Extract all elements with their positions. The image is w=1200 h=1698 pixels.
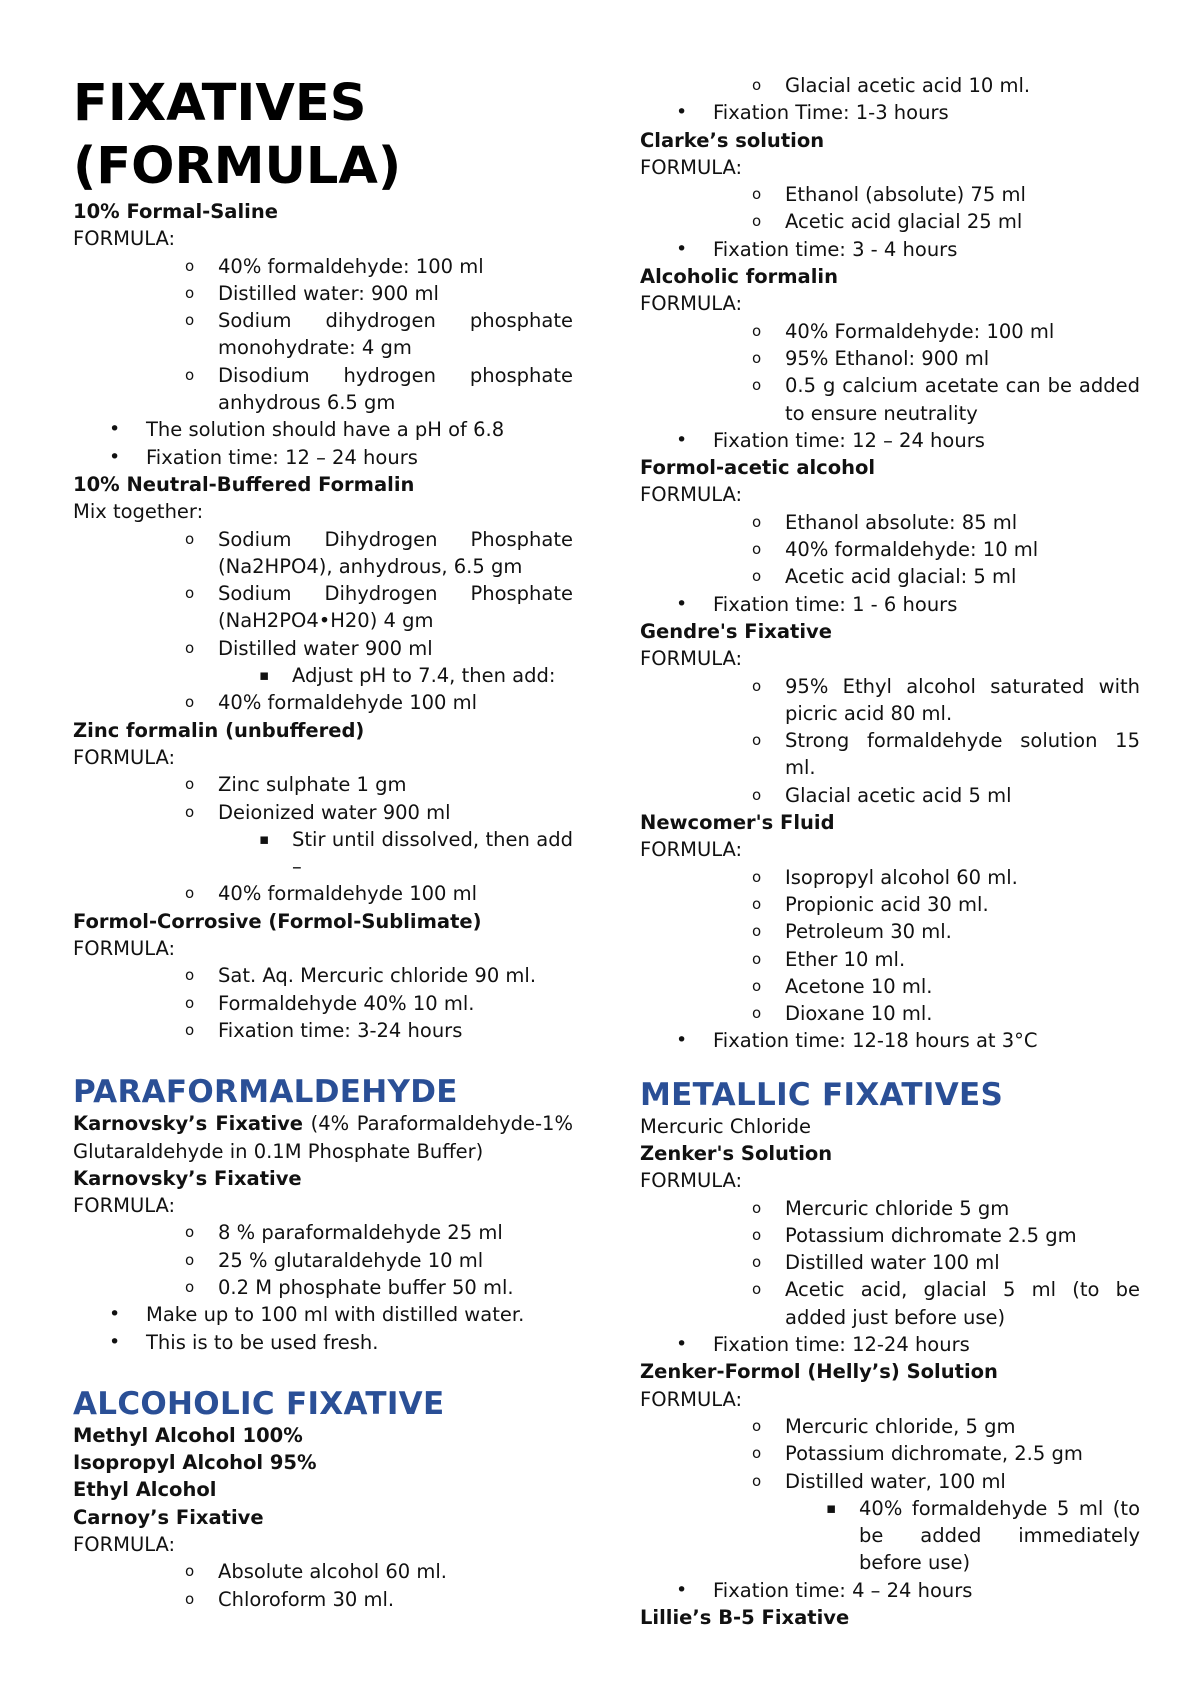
carnoy-ingredients-continued (640, 72, 1140, 127)
bullet-item: • Fixation Time: 1-3 hours (713, 99, 1140, 126)
list-item: o 40% formaldehyde: 10 ml (785, 536, 1140, 563)
list-item: o 95% Ethyl alcohol saturated with picric acid 80 ml. (785, 673, 1140, 728)
alcohol-name: Ethyl Alcohol (73, 1478, 217, 1502)
list-item: o Chloroform 30 ml. (218, 1586, 573, 1613)
formula-label: FORMULA: (73, 745, 176, 769)
list-item: o 25 % glutaraldehyde 10 ml (218, 1247, 573, 1274)
list-item: o Disodium hydrogen phosphate anhydrous 6.5 gm (218, 362, 573, 417)
bullet-item: • This is to be used fresh. (146, 1329, 573, 1356)
list-item: o Glacial acetic acid 5 ml (785, 782, 1140, 809)
list-item: o Distilled water 100 ml (785, 1249, 1140, 1276)
heading-zenker: Zenker's Solution (640, 1141, 833, 1165)
list-item: o Mercuric chloride 5 gm (785, 1195, 1140, 1222)
formula-label: FORMULA: (640, 1169, 743, 1193)
sub-item: ▪ Stir until dissolved, then add – (292, 826, 573, 881)
list-item: o 40% formaldehyde: 100 ml (218, 253, 573, 280)
formula-label: FORMULA: (73, 1194, 176, 1218)
heading-gendre: Gendre's Fixative (640, 619, 832, 643)
heading-formol-acetic: Formol-acetic alcohol (640, 456, 876, 480)
list-item: o Zinc sulphate 1 gm (218, 771, 573, 798)
section-title-paraformaldehyde: PARAFORMALDEHYDE (73, 1074, 458, 1111)
heading-karnovsky: Karnovsky’s Fixative (73, 1166, 302, 1190)
heading-nbf: 10% Neutral-Buffered Formalin (73, 472, 415, 496)
list-item: o 40% Formaldehyde: 100 ml (785, 318, 1140, 345)
formula-label: FORMULA: (640, 483, 743, 507)
list-item: o Sodium Dihydrogen Phosphate (NaH2PO4•H20) 4 gm (218, 580, 573, 635)
bullet-item: • Fixation time: 1 - 6 hours (713, 591, 1140, 618)
right-column (640, 72, 1140, 1631)
formula-label: FORMULA: (73, 227, 176, 251)
list-item: o Petroleum 30 ml. (785, 918, 1140, 945)
bullet-item: • Fixation time: 4 – 24 hours (713, 1577, 1140, 1604)
formula-label: FORMULA: (640, 838, 743, 862)
list-item: o Acetic acid glacial 25 ml (785, 208, 1140, 235)
list-item: o Potassium dichromate 2.5 gm (785, 1222, 1140, 1249)
heading-carnoy: Carnoy’s Fixative (73, 1505, 264, 1529)
heading-lillie: Lillie’s B-5 Fixative (640, 1606, 850, 1630)
list-item: o Isopropyl alcohol 60 ml. (785, 864, 1140, 891)
left-column (73, 72, 573, 1613)
zenker-formol-ingredients (640, 1413, 1140, 1604)
heading-newcomer: Newcomer's Fluid (640, 811, 835, 835)
list-item: o Distilled water, 100 ml (785, 1468, 1140, 1495)
karnovsky-description (73, 1110, 573, 1165)
alcohol-name: Methyl Alcohol 100% (73, 1423, 303, 1447)
list-item: o 8 % paraformaldehyde 25 ml (218, 1219, 573, 1246)
formula-label: FORMULA: (640, 1387, 743, 1411)
sub-item: ▪ Adjust pH to 7.4, then add: (292, 662, 573, 689)
zinc-ingredients (73, 771, 573, 907)
alcoholic-formalin-ingredients (640, 318, 1140, 454)
list-item: o Mercuric chloride, 5 gm (785, 1413, 1140, 1440)
karnovsky-name: Karnovsky’s Fixative (73, 1112, 304, 1136)
list-item: o 95% Ethanol: 900 ml (785, 345, 1140, 372)
list-item: o Sodium dihydrogen phosphate monohydrate: 4 gm (218, 307, 573, 362)
list-item: o Strong formaldehyde solution 15 ml. (785, 727, 1140, 782)
bullet-item: • Fixation time: 12-18 hours at 3°C (713, 1027, 1140, 1054)
list-item: o Acetic acid glacial: 5 ml (785, 563, 1140, 590)
formula-label: FORMULA: (73, 937, 176, 961)
heading-clarke: Clarke’s solution (640, 128, 825, 152)
formula-label: FORMULA: (640, 647, 743, 671)
list-item: o Acetone 10 ml. (785, 973, 1140, 1000)
section-title-metallic: METALLIC FIXATIVES (640, 1076, 1004, 1113)
heading-alcoholic-formalin: Alcoholic formalin (640, 265, 838, 289)
bullet-item: • The solution should have a pH of 6.8 (146, 416, 573, 443)
bullet-item: • Fixation time: 12 – 24 hours (713, 427, 1140, 454)
list-item: o Ether 10 ml. (785, 946, 1140, 973)
list-item: o Dioxane 10 ml. (785, 1000, 1140, 1027)
heading-zenker-formol: Zenker-Formol (Helly’s) Solution (640, 1360, 998, 1384)
list-item: o Fixation time: 3-24 hours (218, 1017, 573, 1044)
list-item: o Propionic acid 30 ml. (785, 891, 1140, 918)
list-item: o Formaldehyde 40% 10 ml. (218, 990, 573, 1017)
bullet-item: • Make up to 100 ml with distilled water. (146, 1301, 573, 1328)
page-title: FIXATIVES (FORMULA) (73, 74, 402, 196)
formula-label: FORMULA: (73, 1533, 176, 1557)
newcomer-ingredients (640, 864, 1140, 1055)
zenker-ingredients (640, 1195, 1140, 1359)
formol-corrosive-ingredients (73, 962, 573, 1044)
clarke-ingredients (640, 181, 1140, 263)
heading-formal-saline: 10% Formal-Saline (73, 200, 278, 223)
list-item: o 0.5 g calcium acetate can be added to ensure neutrality (785, 372, 1140, 427)
list-item: o Acetic acid, glacial 5 ml (to be added just before use) (785, 1276, 1140, 1331)
list-item: o Sat. Aq. Mercuric chloride 90 ml. (218, 962, 573, 989)
list-item: o 40% formaldehyde 100 ml (218, 880, 573, 907)
list-item: o Distilled water: 900 ml (218, 280, 573, 307)
formula-label: FORMULA: (640, 292, 743, 316)
formula-label: FORMULA: (640, 155, 743, 179)
sub-item: ▪ 40% formaldehyde 5 ml (to be added immediately before use) (859, 1495, 1140, 1577)
heading-formol-corrosive: Formol-Corrosive (Formol-Sublimate) (73, 909, 482, 933)
formol-acetic-ingredients (640, 509, 1140, 618)
nbf-intro: Mix together: (73, 500, 204, 524)
alcohol-name: Isopropyl Alcohol 95% (73, 1451, 317, 1475)
carnoy-ingredients (73, 1558, 573, 1613)
nbf-ingredients (73, 526, 573, 717)
list-item: o Ethanol absolute: 85 ml (785, 509, 1140, 536)
gendre-ingredients (640, 673, 1140, 809)
list-item: o Absolute alcohol 60 ml. (218, 1558, 573, 1585)
list-item: o Sodium Dihydrogen Phosphate (Na2HPO4), anhydrous, 6.5 gm (218, 526, 573, 581)
list-item: o Distilled water 900 ml (218, 635, 573, 662)
list-item: o Ethanol (absolute) 75 ml (785, 181, 1140, 208)
list-item: o Potassium dichromate, 2.5 gm (785, 1440, 1140, 1467)
bullet-item: • Fixation time: 12-24 hours (713, 1331, 1140, 1358)
list-item: o Deionized water 900 ml (218, 799, 573, 826)
bullet-item: • Fixation time: 3 - 4 hours (713, 236, 1140, 263)
heading-zinc-formalin: Zinc formalin (unbuffered) (73, 718, 365, 742)
bullet-item: • Fixation time: 12 – 24 hours (146, 444, 573, 471)
karnovsky-detail: (4% Paraformaldehyde-1% Glutaraldehyde in 0.1M Phosphate Buffer) (73, 1112, 573, 1163)
list-item: o 0.2 M phosphate buffer 50 ml. (218, 1274, 573, 1301)
list-item: o 40% formaldehyde 100 ml (218, 689, 573, 716)
formal-saline-ingredients (73, 253, 573, 471)
list-item: o Glacial acetic acid 10 ml. (785, 72, 1140, 99)
karnovsky-ingredients (73, 1219, 573, 1355)
metallic-intro: Mercuric Chloride (640, 1114, 811, 1138)
section-title-alcoholic: ALCOHOLIC FIXATIVE (73, 1385, 445, 1422)
